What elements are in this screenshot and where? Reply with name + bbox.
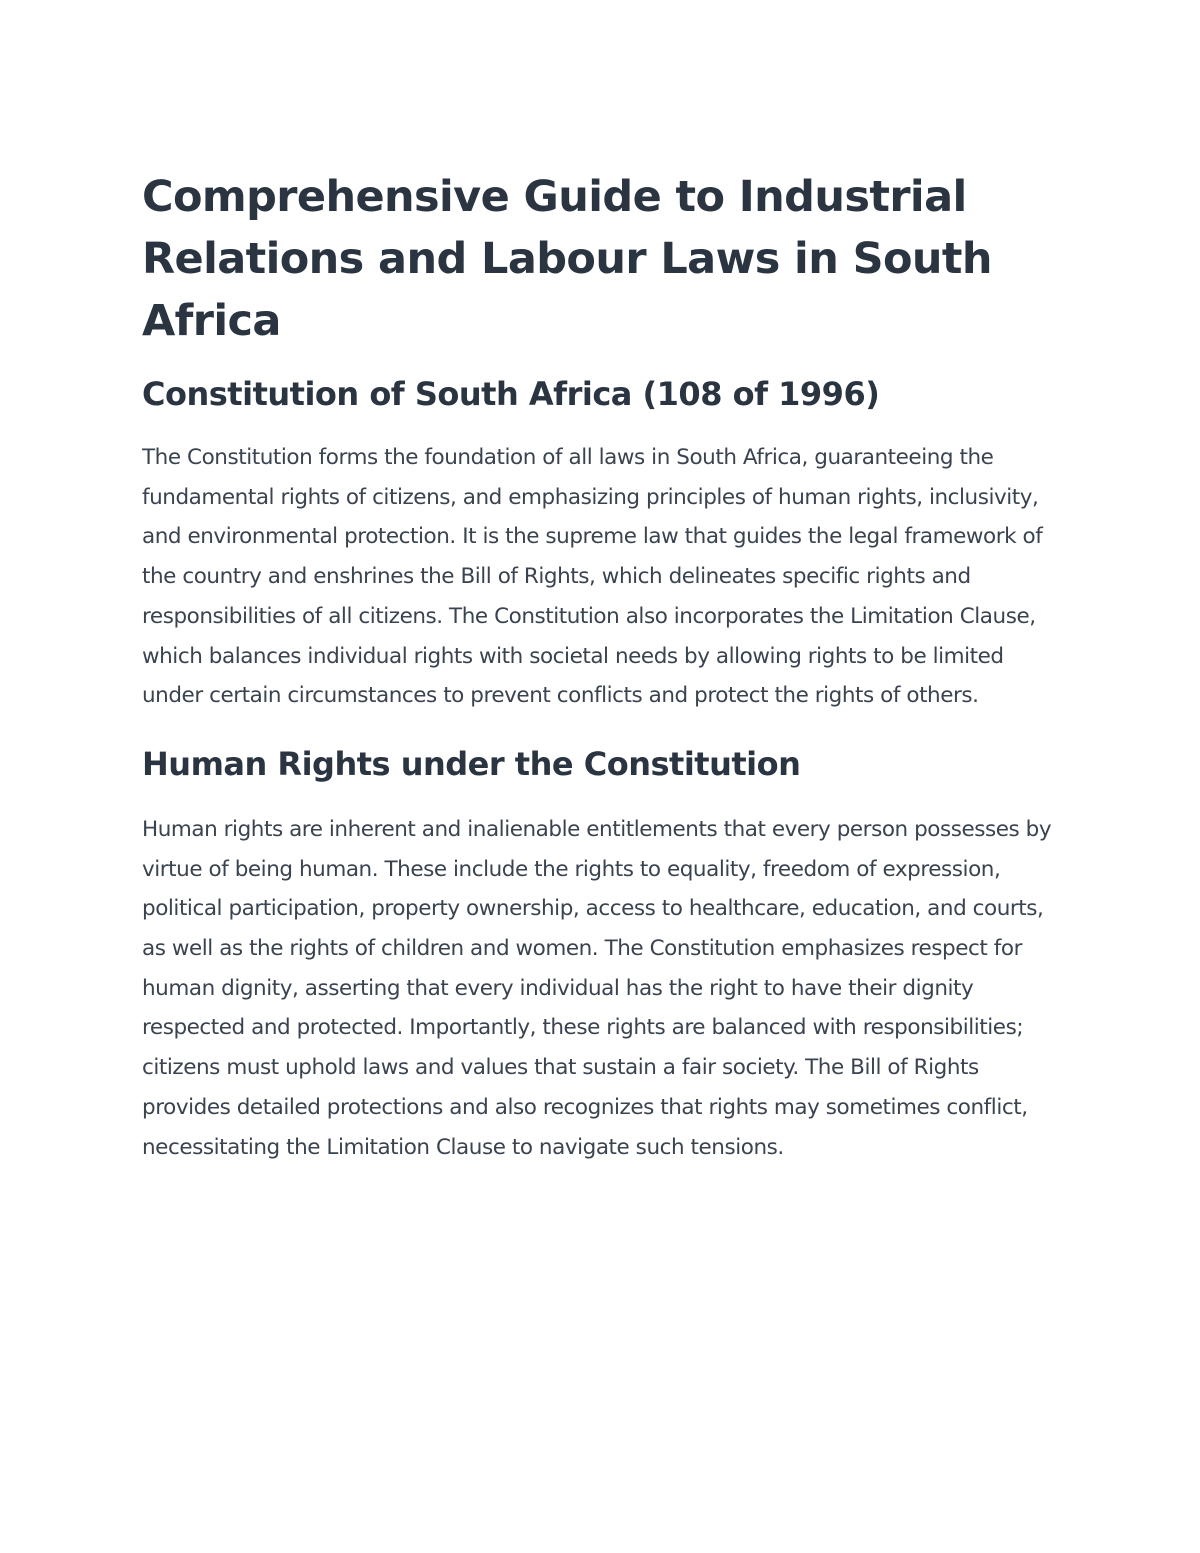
section-heading-human-rights: Human Rights under the Constitution xyxy=(142,744,801,783)
section-body-human-rights: Human rights are inherent and inalienable entitlements that every person possesses by virtue of being human. These include the rights to equality, freedom of expression, political participation, property ownership, access to healthcare, education, and courts, as well as the rights of children and women. The Constitution emphasizes respect for human dignity, asserting that every individual has the right to have their dignity respected and protected. Importantly, these rights are balanced with responsibilities; citizens must uphold laws and values that sustain a fair society. The Bill of Rights provides detailed protections and also recognizes that rights may sometimes conflict, necessitating the Limitation Clause to navigate such tensions. xyxy=(142,816,1052,1160)
section-heading-constitution: Constitution of South Africa (108 of 1996) xyxy=(142,375,880,413)
document-title: Comprehensive Guide to Industrial Relations and Labour Laws in South Africa xyxy=(142,172,992,346)
document-page xyxy=(142,166,1057,1167)
section-body-constitution: The Constitution forms the foundation of all laws in South Africa, guaranteeing the fundamental rights of citizens, and emphasizing principles of human rights, inclusivity, and environmental protection. It is the supreme law that guides the legal framework of the country and enshrines the Bill of Rights, which delineates specific rights and responsibilities of all citizens. The Constitution also incorporates the Limitation Clause, which balances individual rights with societal needs by allowing rights to be limited under certain circumstances to prevent conflicts and protect the rights of others. xyxy=(142,445,1043,709)
